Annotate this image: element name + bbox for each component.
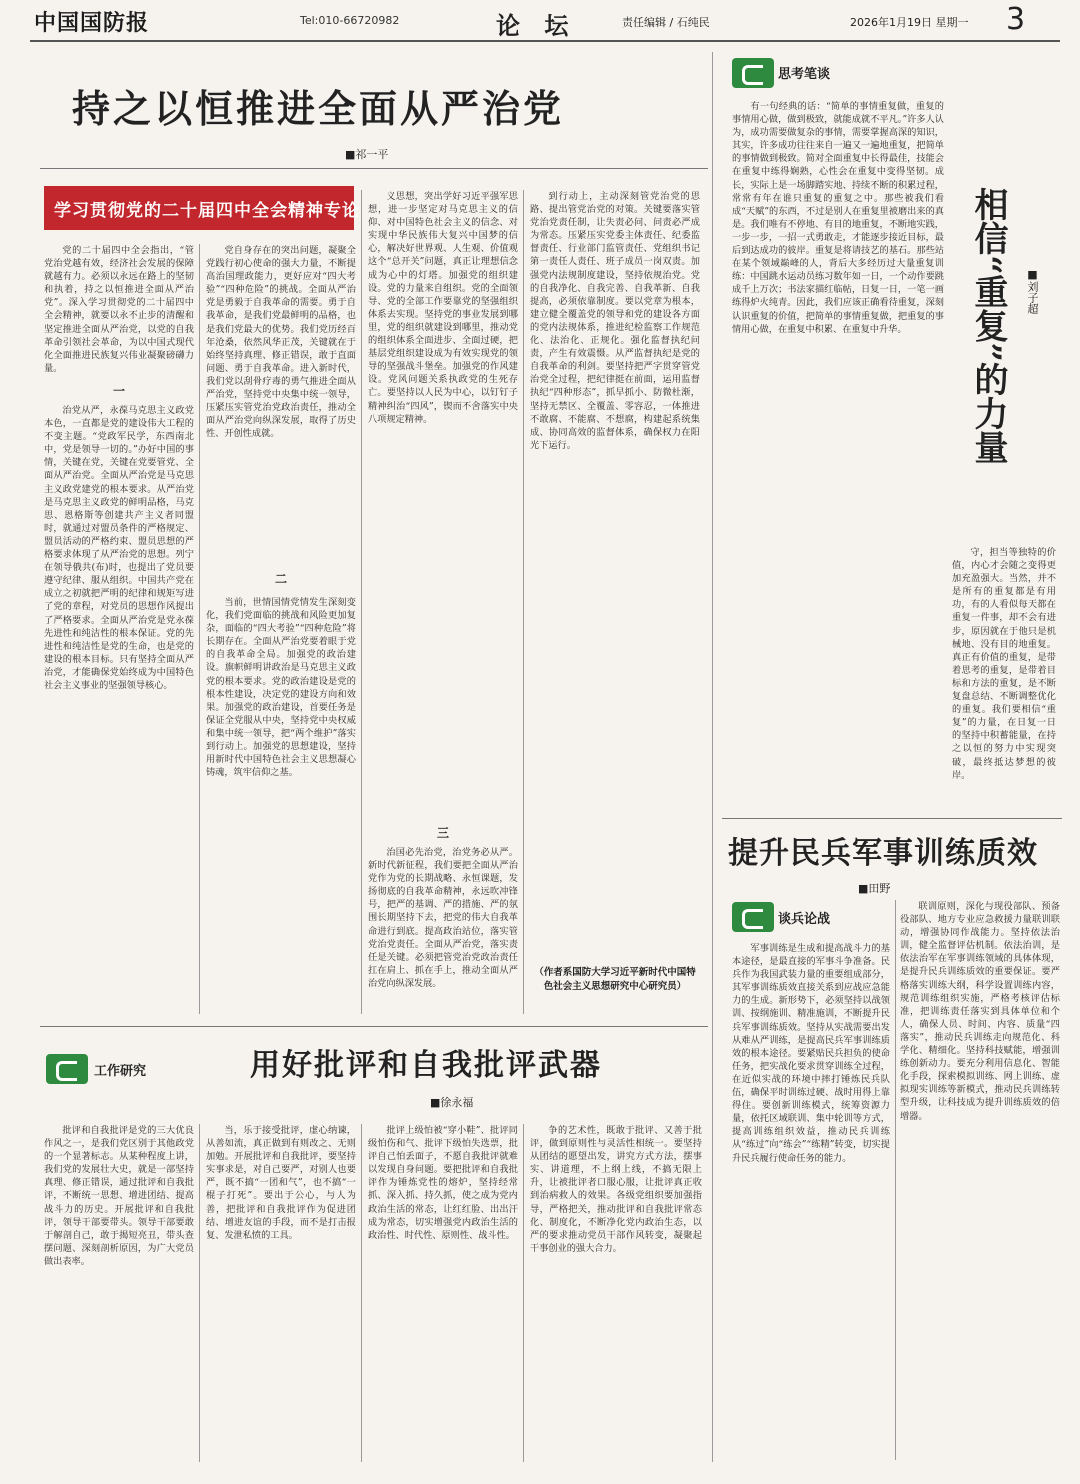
column-rule (361, 1124, 362, 1462)
article1-col2-section2: 当前，世情国情党情发生深刻变化，我们党面临的挑战和风险更加复杂，面临的“四大考验”“四种危险”将长期存在。全面从严治党要着眼于党的自我革命全局。加强党的政治建设。旗帜鲜明讲政治是马克思主义政党的根本要求。党的政治建设是党的根本性建设，决定党的建设方向和效果。加强党的政治建设，首要任务是保证全党服从中央，坚持党中央权威和集中统一领导，把“两个维护”落实到行动上。加强党的思想建设，坚持用新时代中国特色社会主义思想凝心铸魂，筑牢信仰之基。 (206, 597, 356, 779)
article2-tail: 守，担当等独特的价值，内心才会随之变得更加充盈强大。当然，并不是所有的重复都是有用功，有的人看似每天都在重复一件事，却不会有进步，原因就在于他只是机械地、没有目的地重复。真正有价值的重复，是带着思考的重复，是带着目标和方法的重复，是不断复盘总结、不断调整优化的重复。我们要相信“重复”的力量，在日复一日的坚持中积蓄能量，在持之以恒的努力中实现突破，最终抵达梦想的彼岸。 (952, 547, 1056, 781)
phone-number: Tel:010-66720982 (300, 14, 400, 27)
article1-section-three: 三 (436, 826, 449, 840)
article3-tag: 谈兵论战 (778, 912, 831, 927)
issue-date: 2026年1月19日 星期一 (850, 16, 969, 29)
article3-col1: 军事训练是生成和提高战斗力的基本途径，是最直接的军事斗争准备。民兵作为我国武装力量的重要组成部分，其军事训练质效直接关系到应战应急能力的生成。新形势下，必须坚持以战领训、按纲施训、精准施训，不断提升民兵军事训练质效。坚持从实战需要出发从难从严训练，是提高民兵军事训练质效的根本途径。要紧贴民兵担负的使命任务，把实战化要求贯穿训练全过程，在近似实战的环境中摔打锤炼民兵队伍，确保平时训练过硬、战时用得上靠得住。要创新训练模式，统筹资源力量，依托区域联训、集中轮训等方式，提高训练组织效益，推动民兵训练从“练过”向“练会”“练精”转变，切实提升民兵履行使命任务的能力。 (732, 943, 890, 1164)
article3-title: 提升民兵军事训练质效 (728, 836, 1038, 871)
article1-col4-body: 到行动上，主动深刻管党治党的思路、提出管党治党的对策。关键要落实管党治党责任制，让失责必问、问责必严成为常态。压紧压实党委主体责任、纪委监督责任、行业部门监管责任、党组织书记第一责任人责任、班子成员一岗双责。加强党内法规制度建设，坚持依规治党。党的自我净化、自我完善、自我革新、自我提高，必须依靠制度。要以党章为根本，建立健全覆盖党的领导和党的建设各方面的党内法规体系，推进纪检监察工作规范化、法治化、正规化。强化监督执纪问责，产生有效震慑。从严监督执纪是党的自我革命的利剑。要坚持把严字贯穿管党治党全过程，把纪律挺在前面，运用监督执纪“四种形态”，抓早抓小、防微杜渐，坚持无禁区、全覆盖、零容忍，一体推进不敢腐、不能腐、不想腐，构建起系统集成、协同高效的监督体系，确保权力在阳光下运行。 (530, 191, 700, 451)
column-rule (199, 244, 200, 1014)
masthead (0, 0, 1080, 44)
article3-byline: ■田野 (858, 882, 891, 895)
column-rule (523, 1124, 524, 1462)
article4-top-rule (40, 1026, 708, 1027)
page-number: 3 (1006, 2, 1026, 37)
article2-bottom-rule (722, 818, 1062, 819)
column-rule (199, 1124, 200, 1462)
column-tag-icon (46, 1054, 88, 1084)
article1-banner-text: 学习贯彻党的二十届四中全会精神专论 (54, 201, 360, 221)
article1-title: 持之以恒推进全面从严治党 (72, 86, 565, 131)
article1-source-note: （作者系国防大学习近平新时代中国特色社会主义思想研究中心研究员） (534, 967, 696, 992)
article4-title: 用好批评和自我批评武器 (250, 1048, 602, 1083)
masthead-rule (30, 40, 1060, 42)
section-title: 论 坛 (496, 11, 577, 40)
article4-tag: 工作研究 (94, 1064, 147, 1079)
column-tag-icon (732, 902, 774, 932)
article2-byline: ■刘子超 (1026, 268, 1039, 314)
article2-body: 有一句经典的话：“简单的事情重复做，重复的事情用心做，做到极致，就能成就不平凡。”许多人认为，成功需要做复杂的事情，需要掌握高深的知识，其实，许多成功往往来自一遍又一遍地重复，把简单的事情做到极致。简对全面重复中长得最佳，技能会在重复中练得娴熟，心性会在重复中变得坚韧。成长，实际上是一场脚踏实地、持续不断的积累过程，常常有年在谁只重复的重复之中。那些被我们看成“天赋”的东西，不过是别人在重复里被磨出来的真是。我们唯有不停地、有目的地重复，不断地实践，一步一步，一招一式勇敢走，才能逐步接近目标，最后到达成功的彼岸。重复是将请技艺的基石。那些站在某个领域巅峰的人，背后大多经历过大量重复训练：中国跳水运动员练习数年如一日，一个动作要跳成千上万次；书法家描红临帖，日复一日，一笔一画练得炉火纯青。因此，我们应该正确看待重复，深刻认识重复的价值，把简单的事情重复做，把重复的事情用心做，在重复中积累、在重复中升华。 (732, 101, 944, 335)
article4-col3: 批评上级怕被“穿小鞋”、批评同级怕伤和气、批评下级怕失选票，批评自己怕丢面子，不愿自我批评就难以发现自身问题。要把批评和自我批评作为锤炼党性的熔炉，坚持经常抓、深入抓、持久抓，使之成为党内政治生活的常态，让红红脸、出出汗成为常态，切实增强党内政治生活的政治性、时代性、原则性、战斗性。 (368, 1125, 518, 1241)
article1-section-one: 一 (112, 384, 125, 398)
article4-col4: 争的艺术性，既敢于批评、又善于批评，做到原则性与灵活性相统一。要坚持从团结的愿望出发，讲究方式方法，摆事实、讲道理，不上纲上线，不搞无限上升，让被批评者口服心服，让批评真正收到治病救人的效果。各级党组织要加强指导，严格把关，推动批评和自我批评常态化、制度化，不断净化党内政治生态，以严的要求推动党员干部作风转变，凝聚起干事创业的强大合力。 (530, 1125, 702, 1254)
editor-credit: 责任编辑 / 石纯民 (622, 16, 710, 29)
column-rule (523, 190, 524, 1014)
article1-byline: ■祁一平 (345, 148, 389, 161)
article3-col2: 联训原则，深化与现役部队、预备役部队、地方专业应急救援力量联训联动，增强协同作战能力。坚持依法治训，健全监督评估机制。依法治训，是依法治军在军事训练领域的具体体现，是提升民兵训练质效的重要保证。要严格落实训练大纲，科学设置训练内容，规范训练组织实施，严格考核评估标准，把训练责任落实到具体单位和个人，确保人员、时间、内容、质量“四落实”，推动民兵训练走向规范化、科学化、精细化。坚持科技赋能，增强训练创新动力。要充分利用信息化、智能化手段，探索模拟训练、网上训练、虚拟现实训练等新模式，推动民兵训练转型升级，让科技成为提升训练质效的倍增器。 (900, 901, 1060, 1122)
article4-col2: 当，乐于接受批评，虚心纳谏，从善如流，真正做到有则改之、无则加勉。开展批评和自我批评，要坚持实事求是，对自己要严，对别人也要严，既不搞“一团和气”，也不搞“一棍子打死”。要出于公心，与人为善，把批评和自我批评作为促进团结、增进友谊的手段，而不是打击报复、发泄私愤的工具。 (206, 1125, 356, 1241)
article1-col3-body: 义思想，突出学好习近平强军思想，进一步坚定对马克思主义的信仰、对中国特色社会主义的信念、对实现中华民族伟大复兴中国梦的信心，解决好世界观、人生观、价值观这个“总开关”问题，真正让理想信念成为心中的灯塔。加强党的组织建设。党的力量来自组织。党的全面领导、党的全部工作要靠党的坚强组织体系去实现。坚持党的事业发展到哪里，党的组织就建设到哪里，推动党的组织体系全面进步、全面过硬，把基层党组织建设成为有效实现党的领导的坚强战斗堡垒。加强党的作风建设。党风问题关系执政党的生死存亡。要坚持以人民为中心，以钉钉子精神纠治“四风”，锲而不舍落实中央八项规定精神。 (368, 191, 518, 425)
article2-tag: 思考笔谈 (778, 67, 831, 82)
column-rule (361, 190, 362, 1014)
newspaper-logo: 中国国防报 (34, 10, 150, 36)
column-rule (895, 900, 896, 1460)
article4-col1: 批评和自我批评是党的三大优良作风之一，是我们党区别于其他政党的一个显著标志。从某种程度上讲，我们党的发展壮大史，就是一部坚持真理、修正错误，通过批评和自我批评，不断统一思想、增进团结、提高战斗力的历史。开展批评和自我批评，领导干部要带头。领导干部要敢于解剖自己，敢于揭短亮丑，带头查摆问题、深刻剖析原因，为广大党员做出表率。 (44, 1125, 194, 1267)
article4-byline: ■徐永福 (430, 1096, 474, 1109)
article1-col1-body: 治党从严，永葆马克思主义政党本色，一直都是党的建设伟大工程的不变主题。“党政军民学，东西南北中，党是领导一切的。”办好中国的事情，关键在党，关键在党要管党、全面从严治党。全面从严治党是马克思主义政党建党的根本要求。从严治党是马克思主义政党的鲜明品格，马克思、恩格斯等创建共产主义者同盟时，就通过对盟员条件的严格规定、盟员活动的严格约束、盟员思想的严格要求体现了从严治党的思想。列宁在领导俄共(布)时，也提出了党员要遵守纪律、服从组织。中国共产党在成立之初就把严明的纪律和规矩写进了党的章程，对党员的思想作风提出了严格要求。全面从严治党是党永葆先进性和纯洁性的根本保证。党的先进性和纯洁性是党的生命，也是党的建设的根本目标。只有坚持全面从严治党，才能确保党始终成为中国特色社会主义事业的坚强领导核心。 (44, 405, 194, 691)
article1-col1-lead: 党的二十届四中全会指出，“管党治党越有效，经济社会发展的保障就越有力。必须以永远在路上的坚韧和执着，持之以恒推进全面从严治党”。深入学习贯彻党的二十届四中全会精神，就要以永不止步的清醒和坚定推进全面从严治党，以党的自我革命引领社会革命，为以中国式现代化全面推进民族复兴伟业凝聚磅礴力量。 (44, 245, 194, 374)
article1-title-rule (40, 168, 708, 169)
page-divider (712, 52, 713, 1462)
column-tag-icon (732, 58, 774, 88)
article1-col2-body: 党自身存在的突出问题，凝聚全党践行初心使命的强大力量，不断提高治国理政能力，更好应对“四大考验”“四种危险”的挑战。全面从严治党是勇毅于自我革命的需要。勇于自我革命，是我们党最鲜明的品格，也是我们党最大的优势。我们党历经百年沧桑，依然风华正茂，关键就在于始终坚持真理、修正错误，敢于直面问题、勇于自我革命。进入新时代，我们党以刮骨疗毒的勇气推进全面从严治党，坚持党中央集中统一领导，压紧压实管党治党政治责任，推动全面从严治党向纵深发展，取得了历史性、开创性成就。 (206, 245, 356, 440)
article2-title: 相信“重复”的力量 (968, 187, 1008, 465)
article1-section-two: 二 (274, 572, 287, 586)
article1-col3-section3: 治国必先治党，治党务必从严。新时代新征程，我们要把全面从严治党作为党的长期战略、永恒课题，发扬彻底的自我革命精神，永远吹冲锋号，把严的基调、严的措施、严的氛围长期坚持下去，把党的伟大自我革命进行到底。提高政治站位，落实管党治党责任。全面从严治党，落实责任是关键。必须把管党治党政治责任扛在肩上、抓在手上，推动全面从严治党向纵深发展。 (368, 847, 518, 989)
